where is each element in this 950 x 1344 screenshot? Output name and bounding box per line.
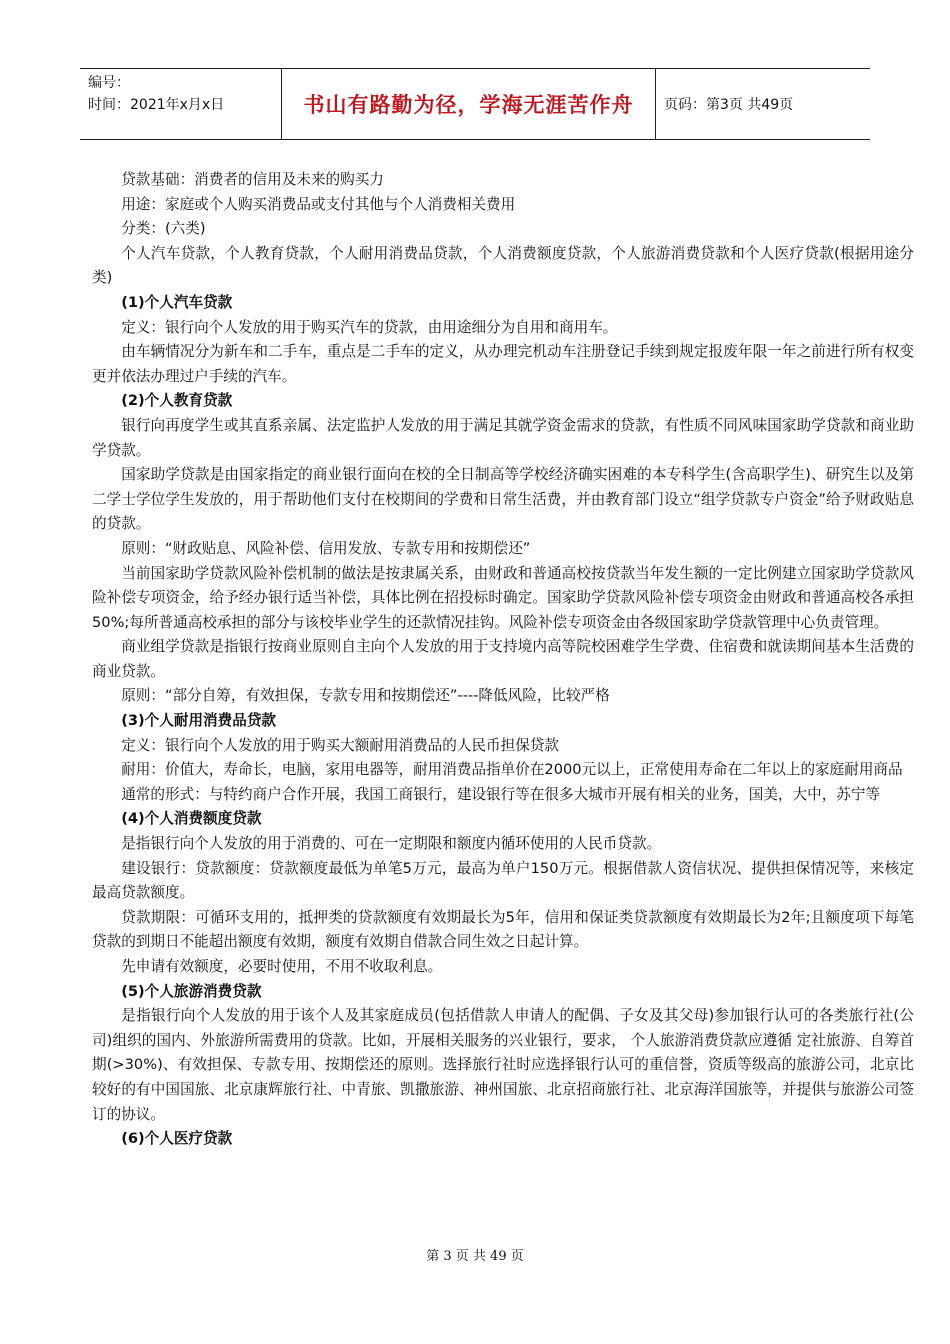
page-label: 页码：第3页 共49页 bbox=[664, 97, 794, 113]
paragraph: 商业组学贷款是指银行按商业原则自主向个人发放的用于支持境内高等院校困难学生学费、住宿费和就读期间基本生活费的商业贷款。 bbox=[92, 638, 914, 680]
motto: 书山有路勤为径，学海无涯苦作舟 bbox=[282, 69, 656, 139]
paragraph: 原则：“部分自筹，有效担保，专款专用和按期偿还”----降低风险，比较严格 bbox=[121, 687, 610, 705]
paragraph: 是指银行向个人发放的用于该个人及其家庭成员(包括借款人申请人的配偶、子女及其父母)参加银行认可的各类旅行社(公司)组织的国内、外旅游所需费用的贷款。比如，开展相关服务的兴业银行，要求， 个人旅游消费贷款应遵循 定社旅游、自筹首期(>30%)、有效担保、专款专用、按期偿还的原则。选择旅行社时应选择银行认可的重信誉，资质等级高的旅游公司，北京比较好的有中国国旅、北京康辉旅行社、中青旅、凯撒旅游、神州国旅、北京招商旅行社、北京海洋国旅等，并提供与旅游公司签订的协议。 bbox=[92, 1007, 914, 1123]
paragraph: 通常的形式：与特约商户合作开展，我国工商银行，建设银行等在很多大城市开展有相关的业务，国美，大中，苏宁等 bbox=[121, 785, 881, 803]
paragraph: 原则：“财政贴息、风险补偿、信用发放、专款专用和按期偿还” bbox=[121, 539, 531, 557]
section-heading: (5)个人旅游消费贷款 bbox=[121, 982, 262, 1000]
paragraph: 分类：(六类) bbox=[121, 220, 206, 238]
paragraph: 个人汽车贷款，个人教育贷款，个人耐用消费品贷款，个人消费额度贷款，个人旅游消费贷款和个人医疗贷款(根据用途分类) bbox=[92, 244, 914, 287]
section-heading: (2)个人教育贷款 bbox=[121, 392, 233, 410]
paragraph: 当前国家助学贷款风险补偿机制的做法是按隶属关系，由财政和普通高校按贷款当年发生额的一定比例建立国家助学贷款风险补偿专项资金，给予经办银行适当补偿，具体比例在招投标时确定。国家助学贷款风险补偿专项资金由财政和普通高校各承担50%;每所普通高校承担的部分与该校毕业学生的还款情况挂钩。风险补偿专项资金由各级国家助学贷款管理中心负责管理。 bbox=[92, 564, 914, 631]
paragraph: 贷款期限：可循环支用的，抵押类的贷款额度有效期最长为5年，信用和保证类贷款额度有效期最长为2年;且额度项下每笔贷款的到期日不能超出额度有效期，额度有效期自借款合同生效之日起计算。 bbox=[92, 908, 914, 951]
document-body bbox=[92, 168, 914, 1152]
number-label: 编号： bbox=[88, 75, 130, 91]
paragraph: 银行向再度学生或其直系亲属、法定监护人发放的用于满足其就学资金需求的贷款，有性质不同风味国家助学贷款和商业助学贷款。 bbox=[92, 416, 914, 459]
paragraph: 定义：银行向个人发放的用于购买汽车的贷款，由用途细分为自用和商用车。 bbox=[121, 318, 618, 336]
section-heading: (3)个人耐用消费品贷款 bbox=[121, 712, 277, 730]
paragraph: 先申请有效额度，必要时使用，不用不收取利息。 bbox=[121, 958, 443, 975]
time-label: 时间：2021年x月x日 bbox=[88, 97, 225, 113]
section-heading: (1)个人汽车贷款 bbox=[121, 293, 233, 311]
section-heading: (4)个人消费额度贷款 bbox=[121, 810, 262, 828]
paragraph: 贷款基础：消费者的信用及未来的购买力 bbox=[121, 171, 384, 188]
page-footer: 第 3 页 共 49 页 bbox=[426, 1249, 524, 1264]
paragraph: 建设银行：贷款额度：贷款额度最低为单笔5万元，最高为单户150万元。根据借款人资信状况、提供担保情况等，来核定最高贷款额度。 bbox=[92, 859, 914, 902]
paragraph: 耐用：价值大，寿命长，电脑，家用电器等，耐用消费品指单价在2000元以上，正常使用寿命在二年以上的家庭耐用商品 bbox=[121, 761, 903, 779]
paragraph: 是指银行向个人发放的用于消费的、可在一定期限和额度内循环使用的人民币贷款。 bbox=[121, 835, 662, 853]
paragraph: 定义：银行向个人发放的用于购买大额耐用消费品的人民币担保贷款 bbox=[121, 736, 560, 754]
section-heading: (6)个人医疗贷款 bbox=[121, 1130, 233, 1148]
header-meta bbox=[80, 69, 282, 139]
page-header bbox=[80, 68, 870, 140]
paragraph: 用途：家庭或个人购买消费品或支付其他与个人消费相关费用 bbox=[121, 195, 516, 213]
paragraph: 国家助学贷款是由国家指定的商业银行面向在校的全日制高等学校经济确实困难的本专科学生(含高职学生)、研究生以及第二学士学位学生发放的，用于帮助他们支付在校期间的学费和日常生活费，并由教育部门设立“组学贷款专户资金”给予财政贴息的贷款。 bbox=[92, 466, 914, 533]
paragraph: 由车辆情况分为新车和二手车，重点是二手车的定义，从办理完机动车注册登记手续到规定报废年限一年之前进行所有权变更并依法办理过户手续的汽车。 bbox=[92, 343, 914, 385]
